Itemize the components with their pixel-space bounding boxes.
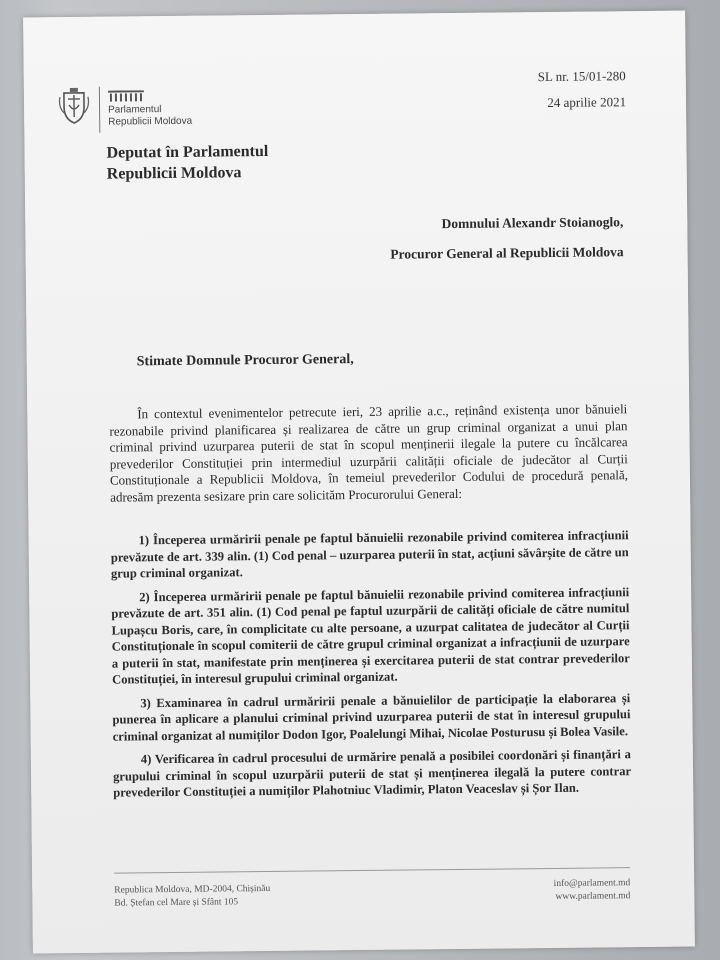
footer-address — [114, 883, 270, 911]
footer-contact — [554, 877, 631, 904]
coat-of-arms-icon — [58, 87, 90, 125]
footer-divider — [114, 867, 630, 873]
footer-address-line-1: Republica Moldova, MD-2004, Chișinău — [114, 883, 271, 896]
footer-email: info@parlament.md — [553, 878, 631, 889]
request-item-1: 1) Începerea urmăririi penale pe faptul bănuielii rezonabile privind comiterea infracțiunii prevăzute de art. 339 alin. (1) Cod penal – uzurparea puterii în stat, acțiuni săvârșite de către un grup criminal organizat. — [110, 528, 629, 581]
logo-line-1: Parlamentul — [108, 104, 162, 116]
reference-number: SL nr. 15/01-280 — [537, 68, 626, 85]
footer-address-line-2: Bd. Ștefan cel Mare și Sfânt 105 — [114, 897, 239, 909]
reference-block — [538, 63, 627, 116]
letter-page — [23, 11, 695, 954]
parliament-logo — [52, 85, 243, 147]
request-item-3: 3) Examinarea în cadrul urmăririi penale a bănuielilor de participație la elaborarea și punerea în aplicare a planului criminal privind uzurparea puterii de stat în interesul grupului criminal organizat al numiților Dodon Igor, Poalelungi Mihai, Nicolae Posturusu și Bolea Vasile. — [112, 690, 631, 744]
request-item-2: 2) Începerea urmăririi penale pe faptul bănuielii rezonabile privind comiterea infracțiunii prevăzute de art. 351 alin. (1) Cod penal pe faptul uzurpării de calități oficiale de către numitul Lupașcu Boris, care, în complicitate cu alte persoane, a uzurpat calitatea de judecător al Curții Constituționale în scopul comiterii de către grupul criminal organizat a infracțiunii de uzurpare a puterii în stat, manifestate prin menținerea și exercitarea puterii de stat contrar prevederilor Constituției, în interesul grupului criminal organizat. — [111, 584, 630, 687]
sender-line-1: Deputat în Parlamentul — [106, 142, 269, 162]
addressee-name: Domnului Alexandr Stoianoglo, — [441, 214, 624, 232]
sender-line-2: Republicii Moldova — [106, 164, 242, 183]
addressee-title: Procuror General al Republicii Moldova — [390, 244, 624, 262]
logo-text — [108, 104, 192, 129]
letter-date: 24 aprilie 2021 — [547, 94, 627, 111]
footer-website: www.parlament.md — [555, 891, 631, 902]
logo-line-2: Republicii Moldova — [108, 115, 193, 128]
logo-divider — [99, 87, 100, 133]
salutation: Stimate Domnule Procuror General, — [136, 352, 354, 370]
intro-paragraph: În contextul evenimentelor petrecute ieri, 23 aprilie a.c., reținând existența unor bănuieli rezonabile privind planificarea și realizarea de către un grup criminal organizat a unui plan criminal privind uzurparea puterii de stat în scopul menținerii ilegale la putere cu încălcarea prevederilor Constituției prin intermediul uzurpării calității oficiale de judecător al Curții Constituționale a Republicii Moldova, în temeiul prevederilor Codului de procedură penală, adresăm prezenta sesizare prin care solicităm Procurorului General: — [109, 401, 629, 505]
parliament-building-icon — [108, 90, 144, 102]
request-item-4: 4) Verificarea în cadrul procesului de urmărire penală a posibilei coordonări și finanțări a grupului criminal în scopul uzurpării puterii de stat și menținerea ilegală la putere contrar prevederilor Constituției a numiților Plahotniuc Vladimir, Platon Veaceslav și Șor Ilan. — [112, 747, 632, 800]
request-list — [111, 527, 632, 808]
addressee-block — [390, 207, 624, 269]
sender-block — [106, 141, 268, 185]
